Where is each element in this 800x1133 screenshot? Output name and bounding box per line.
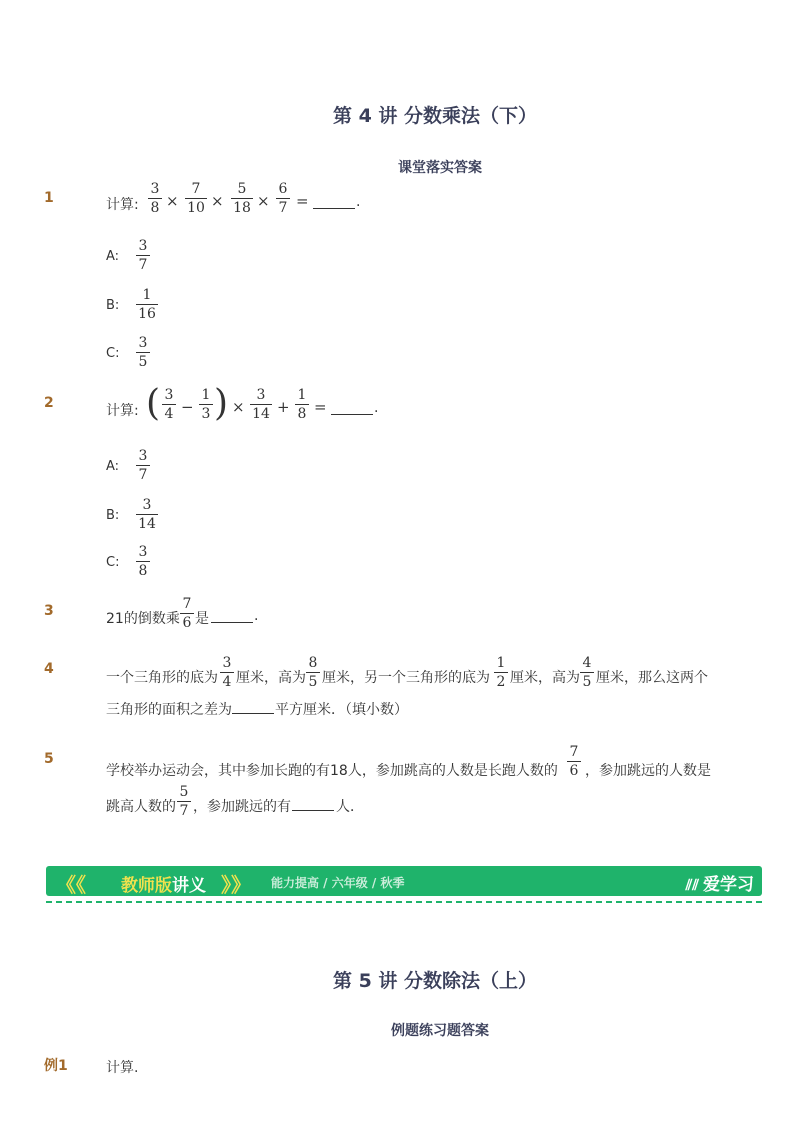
fraction: 1 8: [295, 387, 309, 422]
question-text: 21的倒数乘: [106, 611, 180, 627]
question-text: 是: [195, 611, 209, 627]
question-text: ，参加跳远的人数是: [585, 763, 711, 779]
brand-mark-icon: ⫽⫽: [685, 876, 699, 894]
option-label: C:: [106, 555, 120, 570]
lesson-title: 第 5 讲 分数除法（上）: [332, 970, 538, 992]
option-label: C:: [106, 346, 120, 361]
example-text: 计算.: [106, 1060, 139, 1076]
answer-blank: [232, 699, 274, 718]
option-fraction: 3 14: [136, 497, 158, 532]
left-chevrons-icon: 《《: [56, 873, 86, 897]
operator: ×: [257, 192, 270, 210]
question-text: 厘米，高为: [236, 670, 306, 686]
question-prefix: 计算:: [106, 197, 139, 213]
fraction: 4 5: [580, 655, 594, 690]
operator: =: [296, 192, 309, 210]
question-text: 厘米，另一个三角形的底为: [322, 670, 490, 686]
banner-label: 教师版讲义: [121, 876, 206, 896]
option-label: B:: [106, 298, 120, 313]
page-banner: [46, 866, 762, 896]
answer-blank: [313, 194, 355, 213]
option-fraction: 3 8: [136, 544, 150, 579]
section-subtitle: 例题练习题答案: [391, 1023, 489, 1039]
fraction: 3 14: [250, 387, 272, 422]
question-end: .: [374, 400, 379, 416]
question-text: 跳高人数的: [106, 799, 176, 815]
operator: ×: [166, 192, 179, 210]
question-number: 3: [44, 603, 54, 619]
answer-blank: [292, 796, 334, 815]
fraction: 3 4: [220, 655, 234, 690]
question-text: 平方厘米．（填小数）: [275, 702, 408, 718]
operator: ×: [211, 192, 224, 210]
question-text: 一个三角形的底为: [106, 670, 218, 686]
fraction: 7 6: [567, 744, 581, 779]
operator: =: [314, 398, 327, 416]
fraction: 7 10: [185, 181, 207, 216]
question-end: .: [254, 608, 259, 624]
question-prefix: 计算:: [106, 403, 139, 419]
question-number: 2: [44, 395, 54, 411]
option-fraction: 3 5: [136, 335, 150, 370]
option-fraction: 1 16: [136, 287, 158, 322]
fraction: 5 18: [231, 181, 253, 216]
lesson-title: 第 4 讲 分数乘法（下）: [332, 105, 538, 127]
right-chevrons-icon: 》》: [221, 873, 251, 897]
fraction: 6 7: [276, 181, 290, 216]
fraction: 7 6: [180, 596, 194, 631]
operator: −: [181, 398, 194, 416]
fraction: 1 2: [494, 655, 508, 690]
option-label: B:: [106, 508, 120, 523]
option-label: A:: [106, 459, 120, 474]
question-number: 4: [44, 661, 54, 677]
brand-logo: ⫽⫽ 爱学习: [685, 875, 754, 895]
fraction: 8 5: [306, 655, 320, 690]
question-text: 厘米，那么这两个: [596, 670, 708, 686]
divider: [46, 901, 762, 903]
question-text: 人．: [336, 799, 364, 815]
question-text: ，参加跳远的有: [193, 799, 291, 815]
question-text: 厘米，高为: [510, 670, 580, 686]
answer-blank: [331, 400, 373, 419]
example-number: 例1: [44, 1058, 68, 1074]
option-fraction: 3 7: [136, 238, 150, 273]
fraction: 1 3: [199, 387, 213, 422]
question-number: 1: [44, 190, 54, 206]
operator: +: [277, 398, 290, 416]
fraction: 3 4: [162, 387, 176, 422]
section-subtitle: 课堂落实答案: [398, 160, 482, 176]
breadcrumb: 能力提高 / 六年级 / 秋季: [271, 876, 405, 890]
option-fraction: 3 7: [136, 448, 150, 483]
operator: ×: [232, 398, 245, 416]
answer-blank: [211, 608, 253, 627]
option-label: A:: [106, 249, 120, 264]
question-text: 学校举办运动会，其中参加长跑的有18人，参加跳高的人数是长跑人数的: [106, 763, 558, 779]
right-paren: ): [214, 383, 229, 424]
question-text: 三角形的面积之差为: [106, 702, 232, 718]
fraction: 5 7: [177, 784, 191, 819]
question-end: .: [356, 194, 361, 210]
question-number: 5: [44, 751, 54, 767]
fraction: 3 8: [148, 181, 162, 216]
left-paren: (: [146, 383, 161, 424]
